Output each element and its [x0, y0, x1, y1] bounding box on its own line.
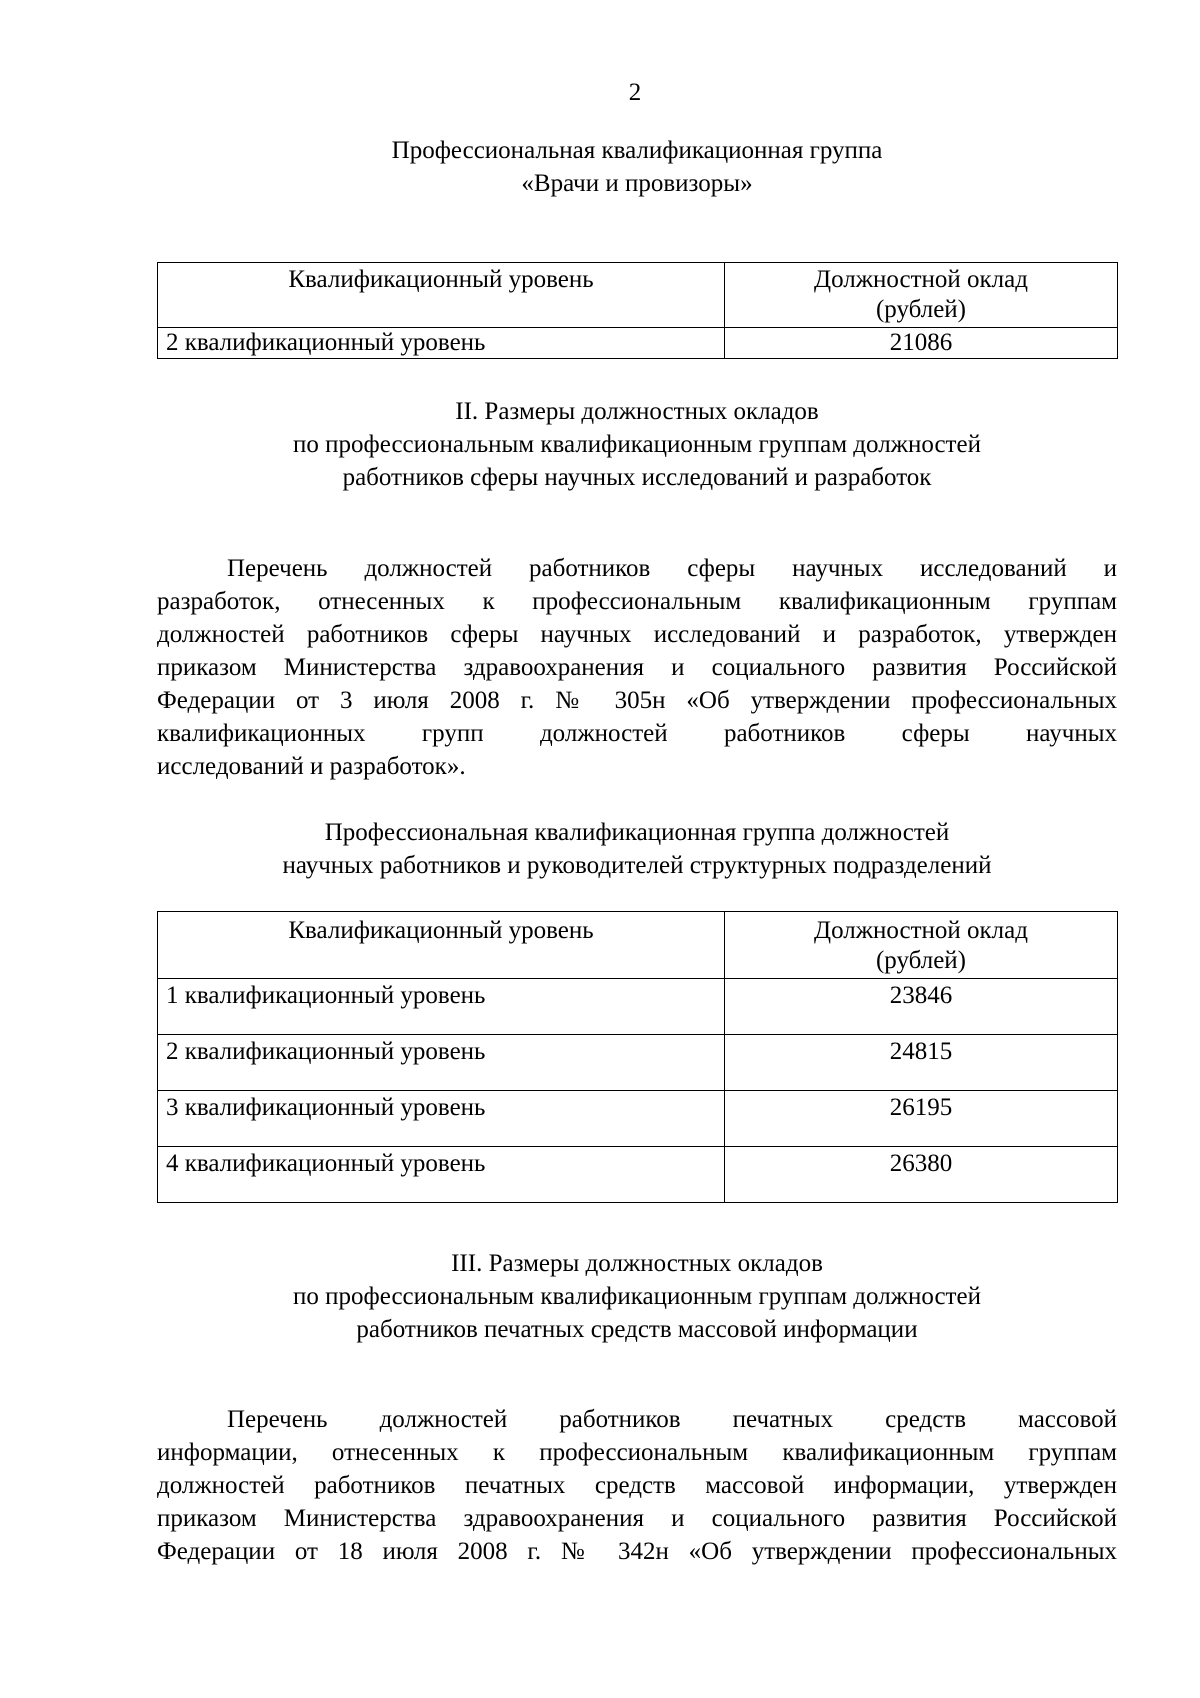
header-level: Квалификационный уровень [158, 912, 725, 979]
group1-title-line1: Профессиональная квалификационная группа [391, 137, 883, 164]
cell-salary: 26380 [725, 1147, 1118, 1203]
group2-title-line2: научных работников и руководителей структурных подразделений [282, 852, 992, 879]
table-row [158, 979, 1118, 1035]
header-salary-line2: (рублей) [875, 296, 967, 323]
table-row [158, 1035, 1118, 1091]
group2-title [157, 816, 1117, 882]
paragraph-line: Перечень должностей работников сферы научных исследований и [227, 555, 1117, 582]
cell-salary: 26195 [725, 1091, 1118, 1147]
page-number: 2 [628, 79, 642, 106]
section2-heading-line1: II. Размеры должностных окладов [455, 398, 819, 425]
table-row [158, 1147, 1118, 1203]
section3-heading [157, 1247, 1117, 1346]
paragraph-line: Федерации от 18 июля 2008 г. № 342н «Об утверждении профессиональных [157, 1538, 1117, 1565]
section3-heading-line3: работников печатных средств массовой информации [356, 1316, 918, 1343]
table-header-row [158, 912, 1118, 979]
paragraph-line: информации, отнесенных к профессиональным квалификационным группам [157, 1439, 1117, 1466]
header-salary [725, 912, 1118, 979]
header-salary-line2: (рублей) [875, 947, 967, 974]
section2-heading [157, 395, 1117, 494]
paragraph-line: квалификационных групп должностей работников сферы научных [157, 720, 1117, 747]
section3-paragraph [157, 1403, 1117, 1568]
section2-heading-line3: работников сферы научных исследований и разработок [342, 464, 932, 491]
cell-level: 2 квалификационный уровень [158, 1035, 725, 1091]
group1-title [157, 134, 1117, 200]
paragraph-line: исследований и разработок». [157, 753, 466, 780]
table-row [158, 1091, 1118, 1147]
paragraph-line: приказом Министерства здравоохранения и социального развития Российской [157, 654, 1117, 681]
group1-title-line2: «Врачи и провизоры» [521, 170, 753, 197]
section2-heading-line2: по профессиональным квалификационным группам должностей [293, 431, 981, 458]
section3-heading-line2: по профессиональным квалификационным группам должностей [293, 1283, 981, 1310]
cell-level: 1 квалификационный уровень [158, 979, 725, 1035]
section3-heading-line1: III. Размеры должностных окладов [451, 1250, 823, 1277]
cell-salary: 23846 [725, 979, 1118, 1035]
table-row [158, 328, 1118, 359]
cell-level: 4 квалификационный уровень [158, 1147, 725, 1203]
table-header-row [158, 263, 1118, 328]
paragraph-line: разработок, отнесенных к профессиональным квалификационным группам [157, 588, 1117, 615]
paragraph-line: приказом Министерства здравоохранения и социального развития Российской [157, 1505, 1117, 1532]
section2-paragraph [157, 552, 1117, 783]
cell-salary: 24815 [725, 1035, 1118, 1091]
cell-level: 2 квалификационный уровень [158, 328, 725, 359]
paragraph-line: Федерации от 3 июля 2008 г. № 305н «Об утверждении профессиональных [157, 687, 1117, 714]
paragraph-line: должностей работников сферы научных исследований и разработок, утвержден [157, 621, 1117, 648]
header-salary [725, 263, 1118, 328]
group2-title-line1: Профессиональная квалификационная группа должностей [324, 819, 950, 846]
header-level: Квалификационный уровень [158, 263, 725, 328]
header-salary-line1: Должностной оклад [814, 266, 1028, 293]
salary-table-researchers [157, 911, 1118, 1203]
salary-table-doctors [157, 262, 1118, 359]
paragraph-line: Перечень должностей работников печатных средств массовой [227, 1406, 1117, 1433]
cell-salary: 21086 [725, 328, 1118, 359]
paragraph-line: должностей работников печатных средств массовой информации, утвержден [157, 1472, 1117, 1499]
cell-level: 3 квалификационный уровень [158, 1091, 725, 1147]
header-salary-line1: Должностной оклад [814, 917, 1028, 944]
